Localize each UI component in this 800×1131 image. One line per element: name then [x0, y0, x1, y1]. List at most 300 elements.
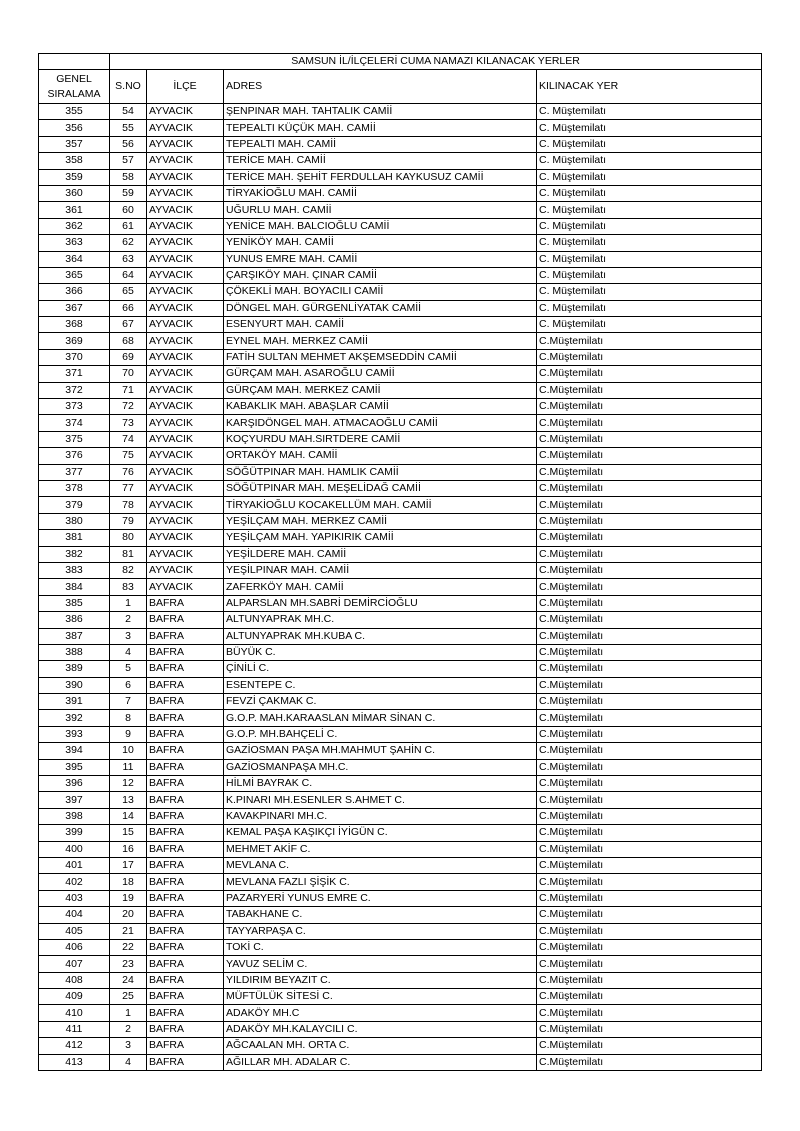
cell-genel-siralama: 386	[39, 612, 110, 628]
cell-adres: FATİH SULTAN MEHMET AKŞEMSEDDİN CAMİİ	[224, 349, 537, 365]
table-row	[39, 464, 762, 480]
header-ilce: İLÇE	[147, 70, 224, 104]
cell-ilce: AYVACIK	[147, 202, 224, 218]
cell-sno: 71	[110, 382, 147, 398]
table-row	[39, 857, 762, 873]
cell-genel-siralama: 378	[39, 480, 110, 496]
cell-ilce: BAFRA	[147, 792, 224, 808]
cell-adres: GAZİOSMANPAŞA MH.C.	[224, 759, 537, 775]
sheet-title: SAMSUN İL/İLÇELERİ CUMA NAMAZI KILANACAK YERLER	[110, 54, 762, 70]
cell-sno: 62	[110, 235, 147, 251]
cell-adres: K.PINARI MH.ESENLER S.AHMET C.	[224, 792, 537, 808]
cell-ilce: AYVACIK	[147, 431, 224, 447]
table-row	[39, 874, 762, 890]
table-row	[39, 202, 762, 218]
cell-sno: 82	[110, 562, 147, 578]
cell-ilce: AYVACIK	[147, 317, 224, 333]
cell-sno: 14	[110, 808, 147, 824]
cell-genel-siralama: 364	[39, 251, 110, 267]
cell-kilinacak-yer: C. Müştemilatı	[537, 251, 762, 267]
cell-sno: 2	[110, 612, 147, 628]
cell-sno: 7	[110, 694, 147, 710]
cell-sno: 4	[110, 1054, 147, 1070]
cell-ilce: BAFRA	[147, 857, 224, 873]
cell-genel-siralama: 389	[39, 661, 110, 677]
table-row	[39, 825, 762, 841]
cell-adres: MÜFTÜLÜK SİTESİ C.	[224, 989, 537, 1005]
cell-genel-siralama: 382	[39, 546, 110, 562]
cell-ilce: AYVACIK	[147, 333, 224, 349]
cell-kilinacak-yer: C.Müştemilatı	[537, 825, 762, 841]
cell-kilinacak-yer: C. Müştemilatı	[537, 185, 762, 201]
cell-genel-siralama: 357	[39, 136, 110, 152]
cell-kilinacak-yer: C.Müştemilatı	[537, 776, 762, 792]
cell-ilce: AYVACIK	[147, 284, 224, 300]
cell-sno: 75	[110, 448, 147, 464]
cell-ilce: AYVACIK	[147, 349, 224, 365]
cell-kilinacak-yer: C.Müştemilatı	[537, 890, 762, 906]
cell-ilce: AYVACIK	[147, 579, 224, 595]
cell-adres: ADAKÖY MH.C	[224, 1005, 537, 1021]
cell-genel-siralama: 367	[39, 300, 110, 316]
table-row	[39, 677, 762, 693]
cell-ilce: AYVACIK	[147, 448, 224, 464]
cell-kilinacak-yer: C.Müştemilatı	[537, 595, 762, 611]
cell-adres: MEVLANA FAZLI ŞİŞİK C.	[224, 874, 537, 890]
cell-genel-siralama: 365	[39, 267, 110, 283]
cell-ilce: AYVACIK	[147, 415, 224, 431]
cell-sno: 59	[110, 185, 147, 201]
table-row	[39, 890, 762, 906]
cell-adres: YEŞİLÇAM MAH. YAPIKIRIK CAMİİ	[224, 530, 537, 546]
cell-ilce: AYVACIK	[147, 136, 224, 152]
cell-adres: SÖĞÜTPINAR MAH. MEŞELİDAĞ CAMİİ	[224, 480, 537, 496]
table-row	[39, 300, 762, 316]
table-row	[39, 431, 762, 447]
cell-ilce: AYVACIK	[147, 267, 224, 283]
table-row	[39, 612, 762, 628]
cell-sno: 10	[110, 743, 147, 759]
cell-genel-siralama: 384	[39, 579, 110, 595]
cell-genel-siralama: 399	[39, 825, 110, 841]
cell-kilinacak-yer: C.Müştemilatı	[537, 399, 762, 415]
cell-sno: 15	[110, 825, 147, 841]
cell-adres: TİRYAKİOĞLU MAH. CAMİİ	[224, 185, 537, 201]
cell-ilce: BAFRA	[147, 759, 224, 775]
cell-sno: 20	[110, 907, 147, 923]
cell-ilce: AYVACIK	[147, 185, 224, 201]
cell-genel-siralama: 366	[39, 284, 110, 300]
cell-kilinacak-yer: C.Müştemilatı	[537, 546, 762, 562]
cell-ilce: BAFRA	[147, 710, 224, 726]
cell-genel-siralama: 403	[39, 890, 110, 906]
cell-adres: YENİCE MAH. BALCIOĞLU CAMİİ	[224, 218, 537, 234]
table-row	[39, 120, 762, 136]
table-row	[39, 399, 762, 415]
cell-adres: AĞILLAR MH. ADALAR C.	[224, 1054, 537, 1070]
table-row	[39, 956, 762, 972]
cell-genel-siralama: 388	[39, 644, 110, 660]
cell-adres: YUNUS EMRE MAH. CAMİİ	[224, 251, 537, 267]
cell-kilinacak-yer: C.Müştemilatı	[537, 677, 762, 693]
cell-sno: 19	[110, 890, 147, 906]
cell-genel-siralama: 401	[39, 857, 110, 873]
cell-adres: GAZİOSMAN PAŞA MH.MAHMUT ŞAHİN C.	[224, 743, 537, 759]
cell-kilinacak-yer: C. Müştemilatı	[537, 300, 762, 316]
cell-adres: KAVAKPINARI MH.C.	[224, 808, 537, 824]
cell-sno: 11	[110, 759, 147, 775]
table-row	[39, 1038, 762, 1054]
cell-adres: ESENYURT MAH. CAMİİ	[224, 317, 537, 333]
cell-ilce: AYVACIK	[147, 562, 224, 578]
cell-ilce: BAFRA	[147, 1038, 224, 1054]
cell-ilce: BAFRA	[147, 644, 224, 660]
cell-genel-siralama: 393	[39, 726, 110, 742]
cell-kilinacak-yer: C.Müştemilatı	[537, 579, 762, 595]
cell-sno: 13	[110, 792, 147, 808]
cell-adres: YENİKÖY MAH. CAMİİ	[224, 235, 537, 251]
cell-sno: 3	[110, 1038, 147, 1054]
cell-genel-siralama: 400	[39, 841, 110, 857]
cell-genel-siralama: 359	[39, 169, 110, 185]
cell-adres: TİRYAKİOĞLU KOCAKELLÜM MAH. CAMİİ	[224, 497, 537, 513]
cell-adres: ÇİNİLİ C.	[224, 661, 537, 677]
cell-kilinacak-yer: C.Müştemilatı	[537, 333, 762, 349]
cell-kilinacak-yer: C.Müştemilatı	[537, 349, 762, 365]
empty-corner-cell	[39, 54, 110, 70]
cell-ilce: AYVACIK	[147, 169, 224, 185]
table-row	[39, 415, 762, 431]
cell-kilinacak-yer: C.Müştemilatı	[537, 1021, 762, 1037]
cell-kilinacak-yer: C. Müştemilatı	[537, 153, 762, 169]
table-row	[39, 710, 762, 726]
cell-sno: 21	[110, 923, 147, 939]
cell-ilce: AYVACIK	[147, 464, 224, 480]
cell-adres: ZAFERKÖY MAH. CAMİİ	[224, 579, 537, 595]
cell-kilinacak-yer: C.Müştemilatı	[537, 612, 762, 628]
cell-genel-siralama: 398	[39, 808, 110, 824]
cell-adres: TABAKHANE C.	[224, 907, 537, 923]
cell-ilce: BAFRA	[147, 841, 224, 857]
cell-genel-siralama: 368	[39, 317, 110, 333]
cell-kilinacak-yer: C. Müştemilatı	[537, 267, 762, 283]
table-row	[39, 694, 762, 710]
cell-sno: 23	[110, 956, 147, 972]
cell-adres: TERİCE MAH. ŞEHİT FERDULLAH KAYKUSUZ CAMİİ	[224, 169, 537, 185]
cell-sno: 58	[110, 169, 147, 185]
cell-adres: EYNEL MAH. MERKEZ CAMİİ	[224, 333, 537, 349]
table-row	[39, 185, 762, 201]
cell-genel-siralama: 377	[39, 464, 110, 480]
cell-ilce: BAFRA	[147, 1005, 224, 1021]
table-row	[39, 366, 762, 382]
cell-adres: KABAKLIK MAH. ABAŞLAR CAMİİ	[224, 399, 537, 415]
table-row	[39, 579, 762, 595]
cell-genel-siralama: 387	[39, 628, 110, 644]
table-row	[39, 136, 762, 152]
cell-sno: 68	[110, 333, 147, 349]
cell-kilinacak-yer: C.Müştemilatı	[537, 792, 762, 808]
cell-sno: 67	[110, 317, 147, 333]
cell-genel-siralama: 371	[39, 366, 110, 382]
cell-sno: 69	[110, 349, 147, 365]
cell-adres: YEŞİLÇAM MAH. MERKEZ CAMİİ	[224, 513, 537, 529]
table-row	[39, 661, 762, 677]
cell-ilce: BAFRA	[147, 743, 224, 759]
cell-adres: BÜYÜK C.	[224, 644, 537, 660]
cell-adres: G.O.P. MH.BAHÇELİ C.	[224, 726, 537, 742]
cell-genel-siralama: 406	[39, 939, 110, 955]
cell-genel-siralama: 392	[39, 710, 110, 726]
cell-sno: 72	[110, 399, 147, 415]
cell-genel-siralama: 410	[39, 1005, 110, 1021]
cell-sno: 24	[110, 972, 147, 988]
cell-ilce: BAFRA	[147, 907, 224, 923]
table-row	[39, 808, 762, 824]
cell-kilinacak-yer: C.Müştemilatı	[537, 382, 762, 398]
cell-genel-siralama: 374	[39, 415, 110, 431]
cell-ilce: BAFRA	[147, 628, 224, 644]
cell-ilce: BAFRA	[147, 890, 224, 906]
cell-genel-siralama: 396	[39, 776, 110, 792]
cell-adres: KARŞIDÖNGEL MAH. ATMACAOĞLU CAMİİ	[224, 415, 537, 431]
cell-ilce: BAFRA	[147, 956, 224, 972]
cell-sno: 6	[110, 677, 147, 693]
cell-adres: KOÇYURDU MAH.SIRTDERE CAMİİ	[224, 431, 537, 447]
cell-sno: 63	[110, 251, 147, 267]
cell-genel-siralama: 383	[39, 562, 110, 578]
cell-genel-siralama: 356	[39, 120, 110, 136]
cell-ilce: BAFRA	[147, 808, 224, 824]
cell-kilinacak-yer: C.Müştemilatı	[537, 464, 762, 480]
cell-genel-siralama: 404	[39, 907, 110, 923]
table-row	[39, 153, 762, 169]
cell-sno: 83	[110, 579, 147, 595]
cell-sno: 12	[110, 776, 147, 792]
table-row	[39, 792, 762, 808]
cell-genel-siralama: 360	[39, 185, 110, 201]
cell-ilce: AYVACIK	[147, 235, 224, 251]
cell-kilinacak-yer: C.Müştemilatı	[537, 628, 762, 644]
cell-sno: 25	[110, 989, 147, 1005]
cell-genel-siralama: 391	[39, 694, 110, 710]
cell-sno: 64	[110, 267, 147, 283]
cell-genel-siralama: 375	[39, 431, 110, 447]
cell-sno: 1	[110, 1005, 147, 1021]
table-row	[39, 776, 762, 792]
cell-adres: YEŞİLPINAR MAH. CAMİİ	[224, 562, 537, 578]
cell-sno: 3	[110, 628, 147, 644]
cell-kilinacak-yer: C.Müştemilatı	[537, 808, 762, 824]
cell-kilinacak-yer: C.Müştemilatı	[537, 644, 762, 660]
cell-genel-siralama: 402	[39, 874, 110, 890]
cell-genel-siralama: 376	[39, 448, 110, 464]
table-row	[39, 628, 762, 644]
cell-adres: GÜRÇAM MAH. ASAROĞLU CAMİİ	[224, 366, 537, 382]
cell-genel-siralama: 361	[39, 202, 110, 218]
cell-kilinacak-yer: C.Müştemilatı	[537, 513, 762, 529]
cell-adres: TERİCE MAH. CAMİİ	[224, 153, 537, 169]
header-genel: GENEL	[56, 72, 92, 85]
cell-kilinacak-yer: C. Müştemilatı	[537, 169, 762, 185]
cell-adres: ŞENPINAR MAH. TAHTALIK CAMİİ	[224, 104, 537, 120]
cell-ilce: AYVACIK	[147, 218, 224, 234]
cell-genel-siralama: 409	[39, 989, 110, 1005]
cell-adres: ALPARSLAN MH.SABRİ DEMİRCİOĞLU	[224, 595, 537, 611]
cell-adres: G.O.P. MAH.KARAASLAN MİMAR SİNAN C.	[224, 710, 537, 726]
table-row	[39, 1005, 762, 1021]
table-row	[39, 644, 762, 660]
cell-adres: YAVUZ SELİM C.	[224, 956, 537, 972]
cell-sno: 66	[110, 300, 147, 316]
cell-adres: AĞCAALAN MH. ORTA C.	[224, 1038, 537, 1054]
cell-genel-siralama: 380	[39, 513, 110, 529]
cell-sno: 18	[110, 874, 147, 890]
cell-ilce: AYVACIK	[147, 366, 224, 382]
cell-ilce: BAFRA	[147, 661, 224, 677]
cell-genel-siralama: 358	[39, 153, 110, 169]
cell-ilce: BAFRA	[147, 1021, 224, 1037]
cell-sno: 73	[110, 415, 147, 431]
cell-kilinacak-yer: C. Müştemilatı	[537, 218, 762, 234]
table-row	[39, 759, 762, 775]
cell-genel-siralama: 372	[39, 382, 110, 398]
table-row	[39, 267, 762, 283]
table-row	[39, 907, 762, 923]
table-row	[39, 1021, 762, 1037]
cell-adres: YEŞİLDERE MAH. CAMİİ	[224, 546, 537, 562]
cell-adres: TEPEALTI KÜÇÜK MAH. CAMİİ	[224, 120, 537, 136]
mosque-list-table	[38, 53, 762, 1071]
cell-ilce: BAFRA	[147, 923, 224, 939]
cell-adres: ORTAKÖY MAH. CAMİİ	[224, 448, 537, 464]
cell-adres: YILDIRIM BEYAZIT C.	[224, 972, 537, 988]
cell-genel-siralama: 395	[39, 759, 110, 775]
cell-ilce: BAFRA	[147, 776, 224, 792]
cell-genel-siralama: 413	[39, 1054, 110, 1070]
cell-kilinacak-yer: C. Müştemilatı	[537, 317, 762, 333]
cell-adres: ÇARŞIKÖY MAH. ÇINAR CAMİİ	[224, 267, 537, 283]
cell-kilinacak-yer: C.Müştemilatı	[537, 710, 762, 726]
cell-ilce: AYVACIK	[147, 513, 224, 529]
cell-kilinacak-yer: C.Müştemilatı	[537, 694, 762, 710]
cell-adres: FEVZİ ÇAKMAK C.	[224, 694, 537, 710]
cell-kilinacak-yer: C.Müştemilatı	[537, 841, 762, 857]
table-row	[39, 251, 762, 267]
header-siralama: SIRALAMA	[47, 87, 101, 100]
cell-sno: 76	[110, 464, 147, 480]
cell-kilinacak-yer: C.Müştemilatı	[537, 726, 762, 742]
table-row	[39, 939, 762, 955]
header-row	[39, 70, 762, 104]
cell-sno: 5	[110, 661, 147, 677]
table-row	[39, 448, 762, 464]
cell-kilinacak-yer: C.Müştemilatı	[537, 989, 762, 1005]
cell-sno: 60	[110, 202, 147, 218]
cell-adres: DÖNGEL MAH. GÜRGENLİYATAK CAMİİ	[224, 300, 537, 316]
cell-genel-siralama: 363	[39, 235, 110, 251]
cell-ilce: BAFRA	[147, 694, 224, 710]
cell-sno: 55	[110, 120, 147, 136]
cell-kilinacak-yer: C.Müştemilatı	[537, 448, 762, 464]
table-row	[39, 333, 762, 349]
title-row	[39, 54, 762, 70]
cell-ilce: BAFRA	[147, 972, 224, 988]
cell-genel-siralama: 390	[39, 677, 110, 693]
cell-sno: 74	[110, 431, 147, 447]
cell-genel-siralama: 385	[39, 595, 110, 611]
cell-sno: 22	[110, 939, 147, 955]
table-row	[39, 218, 762, 234]
cell-adres: GÜRÇAM MAH. MERKEZ CAMİİ	[224, 382, 537, 398]
cell-genel-siralama: 412	[39, 1038, 110, 1054]
cell-sno: 4	[110, 644, 147, 660]
cell-adres: ADAKÖY MH.KALAYCILI C.	[224, 1021, 537, 1037]
cell-sno: 54	[110, 104, 147, 120]
cell-ilce: BAFRA	[147, 595, 224, 611]
cell-ilce: BAFRA	[147, 677, 224, 693]
cell-ilce: BAFRA	[147, 874, 224, 890]
header-sno: S.NO	[110, 70, 147, 104]
header-kilinacak-yer: KILINACAK YER	[537, 70, 762, 104]
table-body	[39, 104, 762, 1071]
cell-kilinacak-yer: C.Müştemilatı	[537, 907, 762, 923]
cell-ilce: BAFRA	[147, 939, 224, 955]
cell-sno: 81	[110, 546, 147, 562]
cell-kilinacak-yer: C.Müştemilatı	[537, 939, 762, 955]
cell-genel-siralama: 407	[39, 956, 110, 972]
table-row	[39, 562, 762, 578]
cell-kilinacak-yer: C.Müştemilatı	[537, 497, 762, 513]
cell-kilinacak-yer: C.Müştemilatı	[537, 759, 762, 775]
cell-ilce: AYVACIK	[147, 300, 224, 316]
cell-kilinacak-yer: C.Müştemilatı	[537, 923, 762, 939]
cell-adres: TEPEALTI MAH. CAMİİ	[224, 136, 537, 152]
cell-sno: 17	[110, 857, 147, 873]
cell-sno: 61	[110, 218, 147, 234]
cell-genel-siralama: 355	[39, 104, 110, 120]
cell-ilce: BAFRA	[147, 989, 224, 1005]
cell-sno: 16	[110, 841, 147, 857]
table-row	[39, 497, 762, 513]
cell-kilinacak-yer: C.Müştemilatı	[537, 1005, 762, 1021]
cell-kilinacak-yer: C. Müştemilatı	[537, 202, 762, 218]
cell-kilinacak-yer: C.Müştemilatı	[537, 743, 762, 759]
cell-kilinacak-yer: C.Müştemilatı	[537, 562, 762, 578]
table-row	[39, 284, 762, 300]
table-row	[39, 382, 762, 398]
table-row	[39, 972, 762, 988]
cell-kilinacak-yer: C.Müştemilatı	[537, 874, 762, 890]
cell-genel-siralama: 405	[39, 923, 110, 939]
header-adres: ADRES	[224, 70, 537, 104]
cell-ilce: AYVACIK	[147, 530, 224, 546]
cell-adres: UĞURLU MAH. CAMİİ	[224, 202, 537, 218]
table-row	[39, 989, 762, 1005]
cell-kilinacak-yer: C. Müştemilatı	[537, 284, 762, 300]
table-row	[39, 513, 762, 529]
cell-kilinacak-yer: C.Müştemilatı	[537, 972, 762, 988]
table-row	[39, 726, 762, 742]
cell-adres: MEHMET AKİF C.	[224, 841, 537, 857]
cell-ilce: AYVACIK	[147, 251, 224, 267]
cell-kilinacak-yer: C. Müştemilatı	[537, 120, 762, 136]
cell-ilce: AYVACIK	[147, 480, 224, 496]
table-row	[39, 595, 762, 611]
table-row	[39, 317, 762, 333]
cell-adres: ALTUNYAPRAK MH.C.	[224, 612, 537, 628]
cell-genel-siralama: 373	[39, 399, 110, 415]
